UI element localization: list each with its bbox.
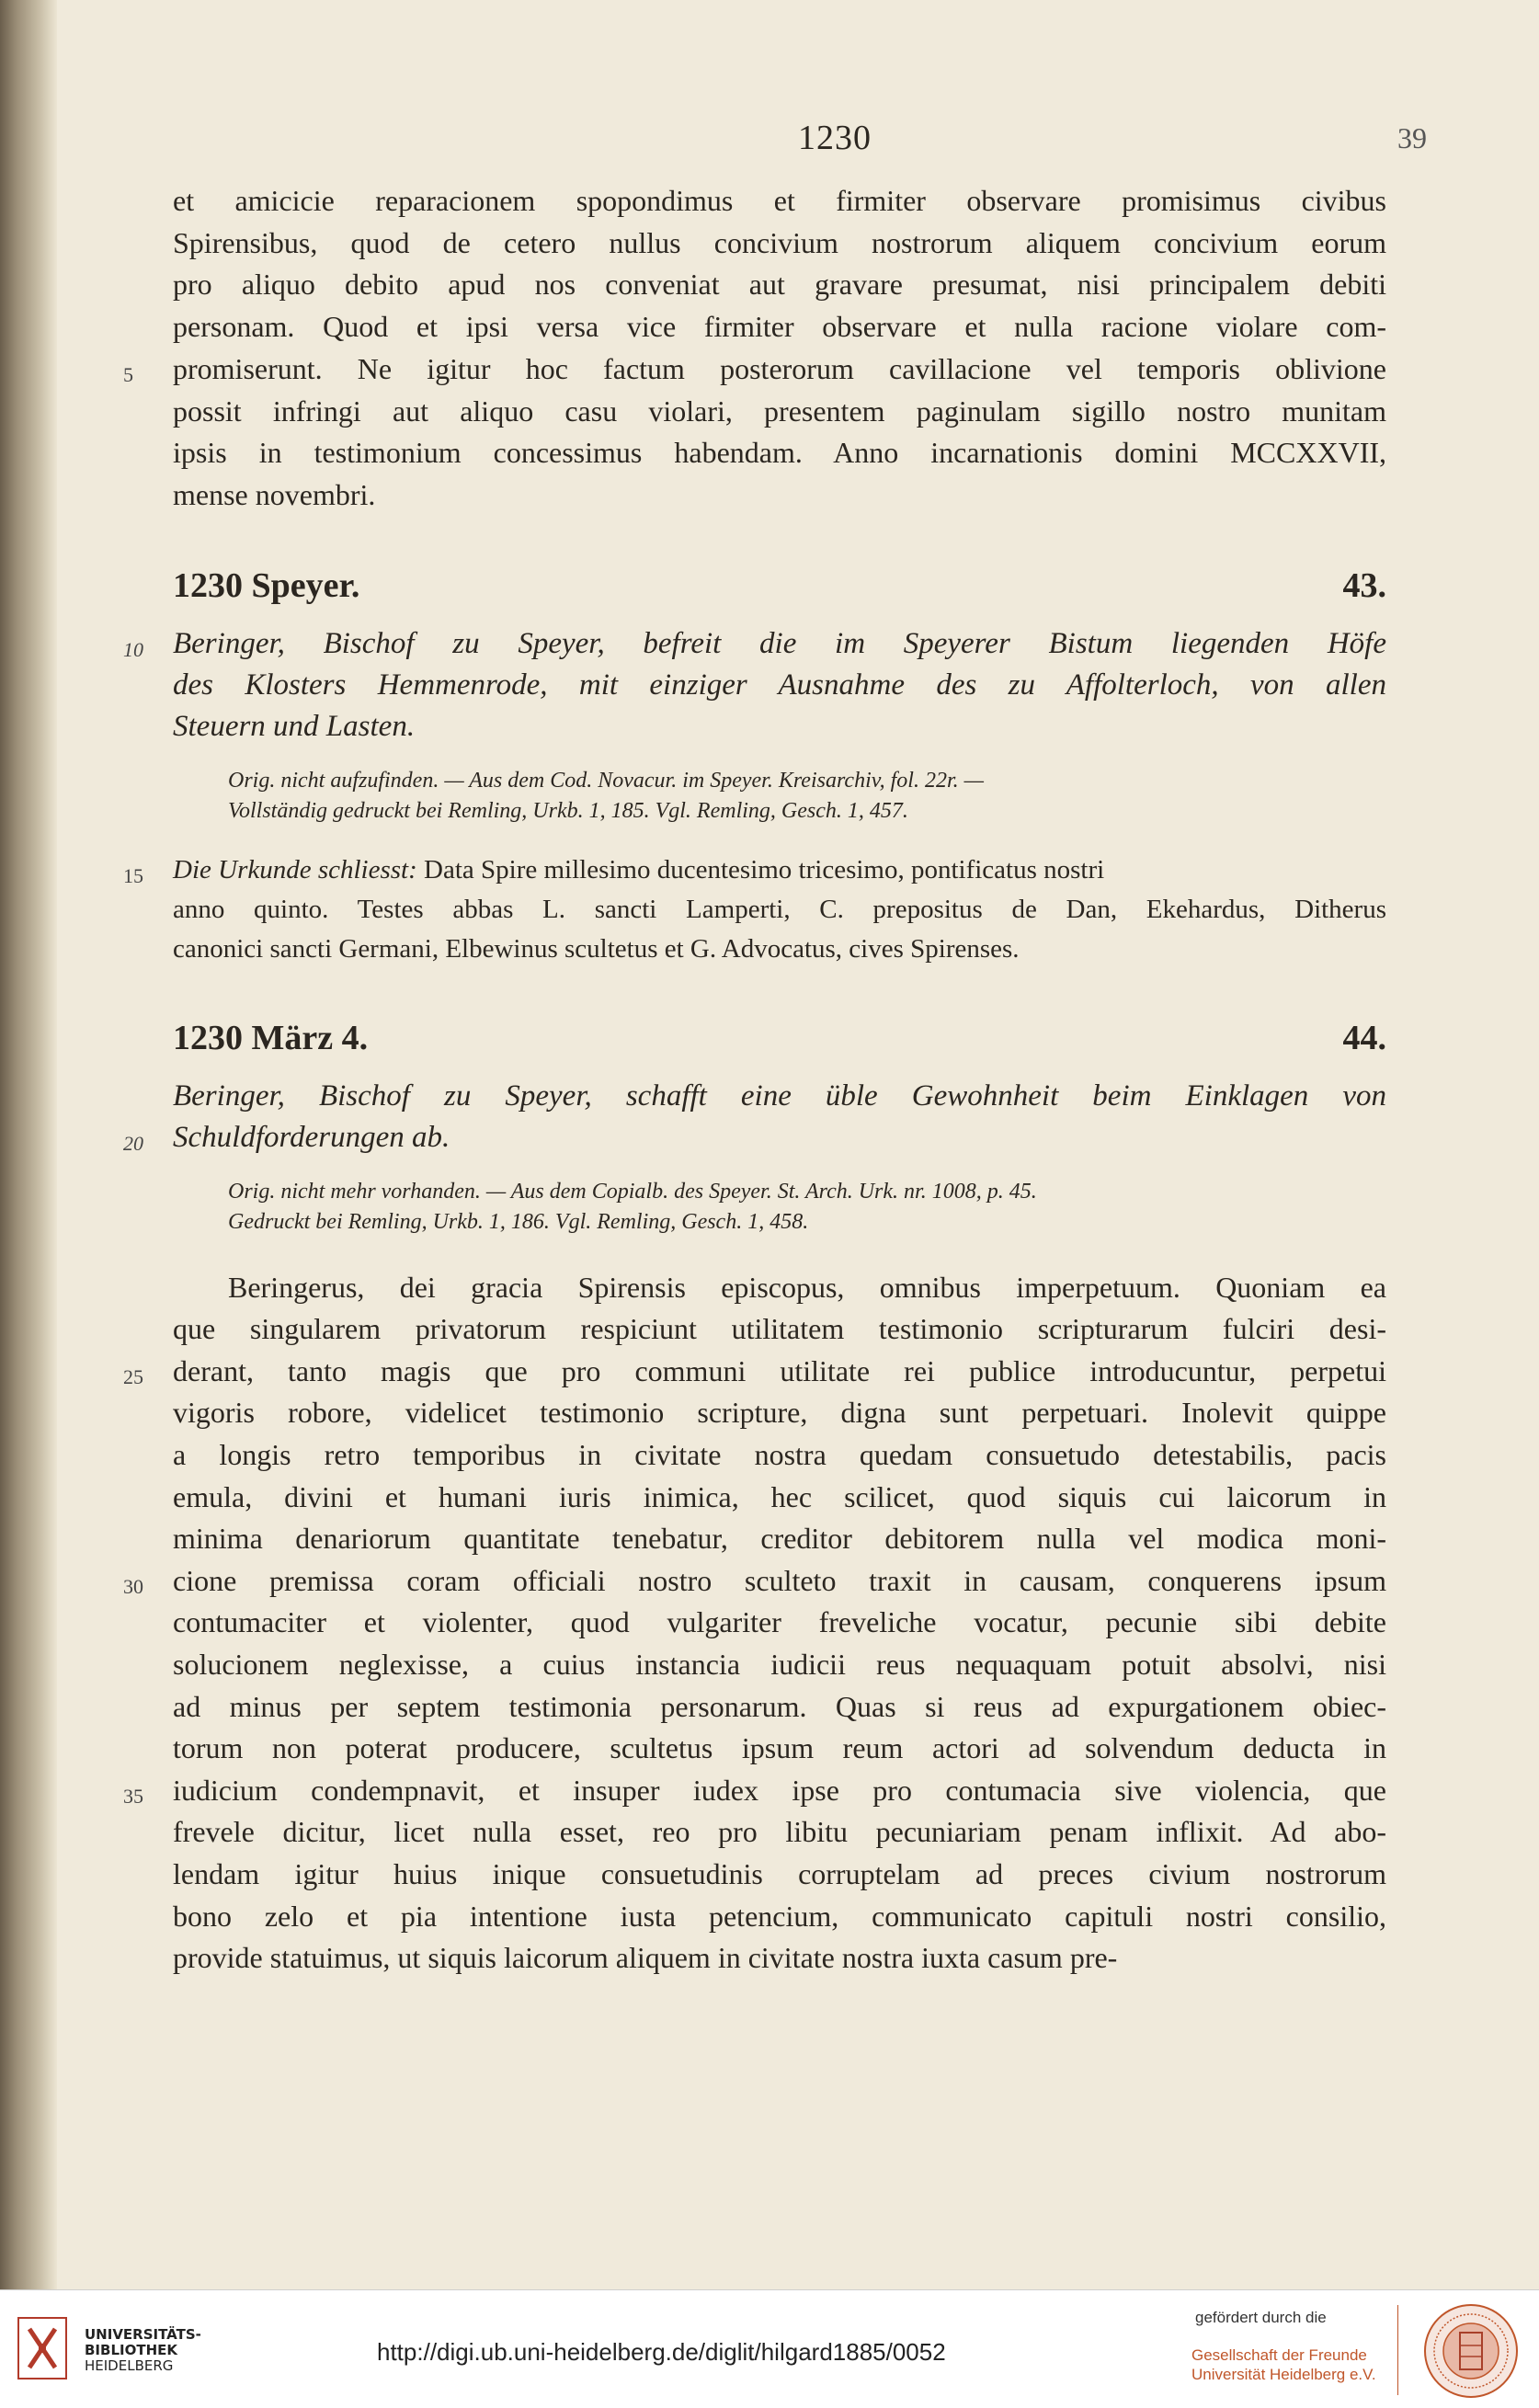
text-line (173, 1392, 1386, 1434)
line-text: promiserunt. Ne igitur hoc factum posterorum cavillacione vel temporis oblivione (173, 351, 1386, 385)
text-line (173, 1477, 1386, 1519)
permalink-url[interactable]: http://digi.ub.uni-heidelberg.de/diglit/hilgard1885/0052 (377, 2338, 946, 2366)
closing-line (173, 930, 1386, 969)
text-line (173, 180, 1386, 223)
text-line (173, 1811, 1386, 1854)
text-line (173, 1434, 1386, 1477)
line-text: cione premissa coram officiali nostro sculteto traxit in causam, conquerens ipsum (173, 1563, 1386, 1597)
text-line (123, 623, 1386, 665)
text-line (173, 474, 1386, 517)
line-text: contumaciter et violenter, quod vulgariter freveliche vocatur, pecunie sibi debite (173, 1605, 1386, 1639)
line-text: Beringer, Bischof zu Speyer, befreit die im Speyerer Bistum liegenden Höfe (173, 626, 1386, 660)
scan-binding-edge (0, 0, 57, 2289)
entry-43-number: 43. (1342, 565, 1386, 605)
text-line (123, 1560, 1386, 1603)
source-line: Vollständig gedruckt bei Remling, Urkb. 1, 185. Vgl. Remling, Gesch. 1, 457. (228, 798, 908, 823)
text-line (173, 1937, 1386, 1980)
line-text: emula, divini et humani iuris inimica, hec scilicet, quod siquis cui laicorum in (173, 1479, 1386, 1513)
line-text: Spirensibus, quod de cetero nullus concivium nostrorum aliquem concivium eorum (173, 225, 1386, 259)
text-line (123, 1117, 1386, 1158)
text-line (173, 1076, 1386, 1117)
line-text: a longis retro temporibus in civitate nostra quedam consuetudo detestabilis, pacis (173, 1438, 1386, 1471)
entry-44-charter-text (123, 1267, 1386, 1980)
line-text: ad minus per septem testimonia personarum. Quas si reus ad expurgationem obiec- (173, 1689, 1386, 1723)
source-line: Gedruckt bei Remling, Urkb. 1, 186. Vgl. Remling, Gesch. 1, 458. (228, 1209, 809, 1234)
closing-first-line (123, 850, 1386, 890)
source-line: Orig. nicht mehr vorhanden. — Aus dem Copialb. des Speyer. St. Arch. Urk. nr. 1008, p. 45. (228, 1179, 1037, 1204)
text-line (123, 1770, 1386, 1812)
text-line (173, 432, 1386, 474)
closing-intro: Die Urkunde schliesst: (173, 854, 417, 884)
society-line: Universität Heidelberg e.V. (1191, 2366, 1376, 2383)
closing-text: anno quinto. Testes abbas L. sancti Lamperti, C. prepositus de Dan, Ekehardus, Ditherus (173, 894, 1386, 924)
line-text: Beringerus, dei gracia Spirensis episcopus, omnibus imperpetuum. Quoniam ea (228, 1270, 1386, 1304)
line-text: minima denariorum quantitate tenebatur, creditor debitorem nulla vel modica moni- (173, 1522, 1386, 1556)
closing-text: canonici sancti Germani, Elbewinus scultetus et G. Advocatus, cives Spirenses. (173, 933, 1020, 964)
text-line (173, 1896, 1386, 1938)
line-text: personam. Quod et ipsi versa vice firmiter observare et nulla racione violare com- (173, 310, 1386, 344)
university-library-logo-icon (17, 2316, 68, 2380)
line-text: vigoris robore, videlicet testimonio scripture, digna sunt perpetuari. Inolevit quippe (173, 1396, 1386, 1430)
library-name (85, 2327, 201, 2374)
line-text: et amicicie reparacionem spopondimus et firmiter observare promisimus civibus (173, 184, 1386, 217)
text-line (173, 1518, 1386, 1560)
line-number: 5 (123, 362, 133, 386)
text-line (173, 306, 1386, 348)
line-text: derant, tanto magis que pro communi utilitate rei publice introducuntur, perpetui (173, 1353, 1386, 1387)
library-line: HEIDELBERG (85, 2357, 174, 2374)
supported-by-label: gefördert durch die (1195, 2309, 1327, 2326)
line-text: mense novembri. (173, 477, 376, 511)
line-number: 25 (123, 1364, 143, 1388)
line-text: Beringer, Bischof zu Speyer, schafft eine üble Gewohnheit beim Einklagen von (173, 1078, 1386, 1113)
line-text: iudicium condempnavit, et insuper iudex ipse pro contumacia sive violencia, que (173, 1773, 1386, 1807)
line-text: lendam igitur huius inique consuetudinis corruptelam ad preces civium nostrorum (173, 1856, 1386, 1890)
line-text: des Klosters Hemmenrode, mit einziger Ausnahme des zu Affolterloch, von allen (173, 668, 1386, 702)
text-line (173, 391, 1386, 433)
line-text: frevele dicitur, licet nulla esset, reo pro libitu pecuniariam penam inflixit. Ad abo- (173, 1815, 1386, 1849)
closing-text: Data Spire millesimo ducentesimo tricesimo, pontificatus nostri (416, 854, 1105, 884)
line-text: Steuern und Lasten. (173, 709, 416, 743)
entry-43-date: 1230 Speyer. (173, 565, 360, 605)
page-number: 39 (1397, 121, 1427, 154)
entry-44-heading (173, 1015, 1386, 1061)
society-name (1191, 2345, 1376, 2384)
text-line (123, 1351, 1386, 1393)
entry-43-regest (123, 623, 1386, 748)
text-line (173, 1644, 1386, 1686)
text-line (173, 264, 1386, 306)
line-text: que singularem privatorum respiciunt utilitatem testimonio scripturarum fulciri desi- (173, 1312, 1386, 1346)
entry-44-date: 1230 März 4. (173, 1018, 369, 1057)
line-text: torum non poterat producere, scultetus ipsum reum actori ad solvendum deducta in (173, 1731, 1386, 1765)
library-line: BIBLIOTHEK (85, 2342, 177, 2358)
society-line: Gesellschaft der Freunde (1191, 2346, 1367, 2364)
line-number: 15 (123, 863, 143, 887)
line-text: pro aliquo debito apud nos conveniat aut gravare presumat, nisi principalem debiti (173, 268, 1386, 302)
line-text: provide statuimus, ut siquis laicorum aliquem in civitate nostra iuxta casum pre- (173, 1941, 1118, 1975)
text-line (173, 1602, 1386, 1644)
header-year: 1230 (798, 119, 872, 157)
line-text: Schuldforderungen ab. (173, 1120, 450, 1154)
source-line: Orig. nicht aufzufinden. — Aus dem Cod. Novacur. im Speyer. Kreisarchiv, fol. 22r. — (228, 768, 984, 793)
text-line (173, 706, 1386, 748)
entry-44-source (228, 1177, 1386, 1238)
text-line (123, 348, 1386, 391)
line-number: 10 (123, 637, 143, 661)
document-page (57, 0, 1539, 2289)
line-text: bono zelo et pia intentione iusta petencium, communicato capituli nostri consilio, (173, 1899, 1386, 1933)
library-line: UNIVERSITÄTS- (85, 2326, 201, 2343)
closing-line (173, 890, 1386, 930)
entry-44-number: 44. (1342, 1018, 1386, 1057)
text-line (173, 223, 1386, 265)
text-line (173, 1308, 1386, 1351)
line-text: solucionem neglexisse, a cuius instancia iudicii reus nequaquam potuit absolvi, nisi (173, 1647, 1386, 1681)
entry-43-closing (123, 850, 1386, 969)
text-line (173, 665, 1386, 706)
text-line (173, 1728, 1386, 1770)
line-number: 30 (123, 1574, 143, 1598)
line-number: 35 (123, 1784, 143, 1808)
intro-paragraph (123, 180, 1386, 517)
footer-divider (1397, 2305, 1398, 2395)
text-body (123, 180, 1386, 1980)
text-line (173, 1686, 1386, 1729)
line-text: ipsis in testimonium concessimus habendam. Anno incarnationis domini MCCXXVII, (173, 436, 1386, 470)
entry-43-source (228, 766, 1386, 827)
entry-43-heading (173, 563, 1386, 609)
line-text: possit infringi aut aliquo casu violari, presentem paginulam sigillo nostro munitam (173, 394, 1386, 428)
running-header (57, 118, 1539, 164)
text-line (173, 1267, 1386, 1309)
entry-44-regest (123, 1076, 1386, 1158)
text-line (173, 1854, 1386, 1896)
line-number: 20 (123, 1131, 143, 1155)
university-seal-icon (1423, 2303, 1519, 2399)
digitization-footer (0, 2289, 1539, 2408)
